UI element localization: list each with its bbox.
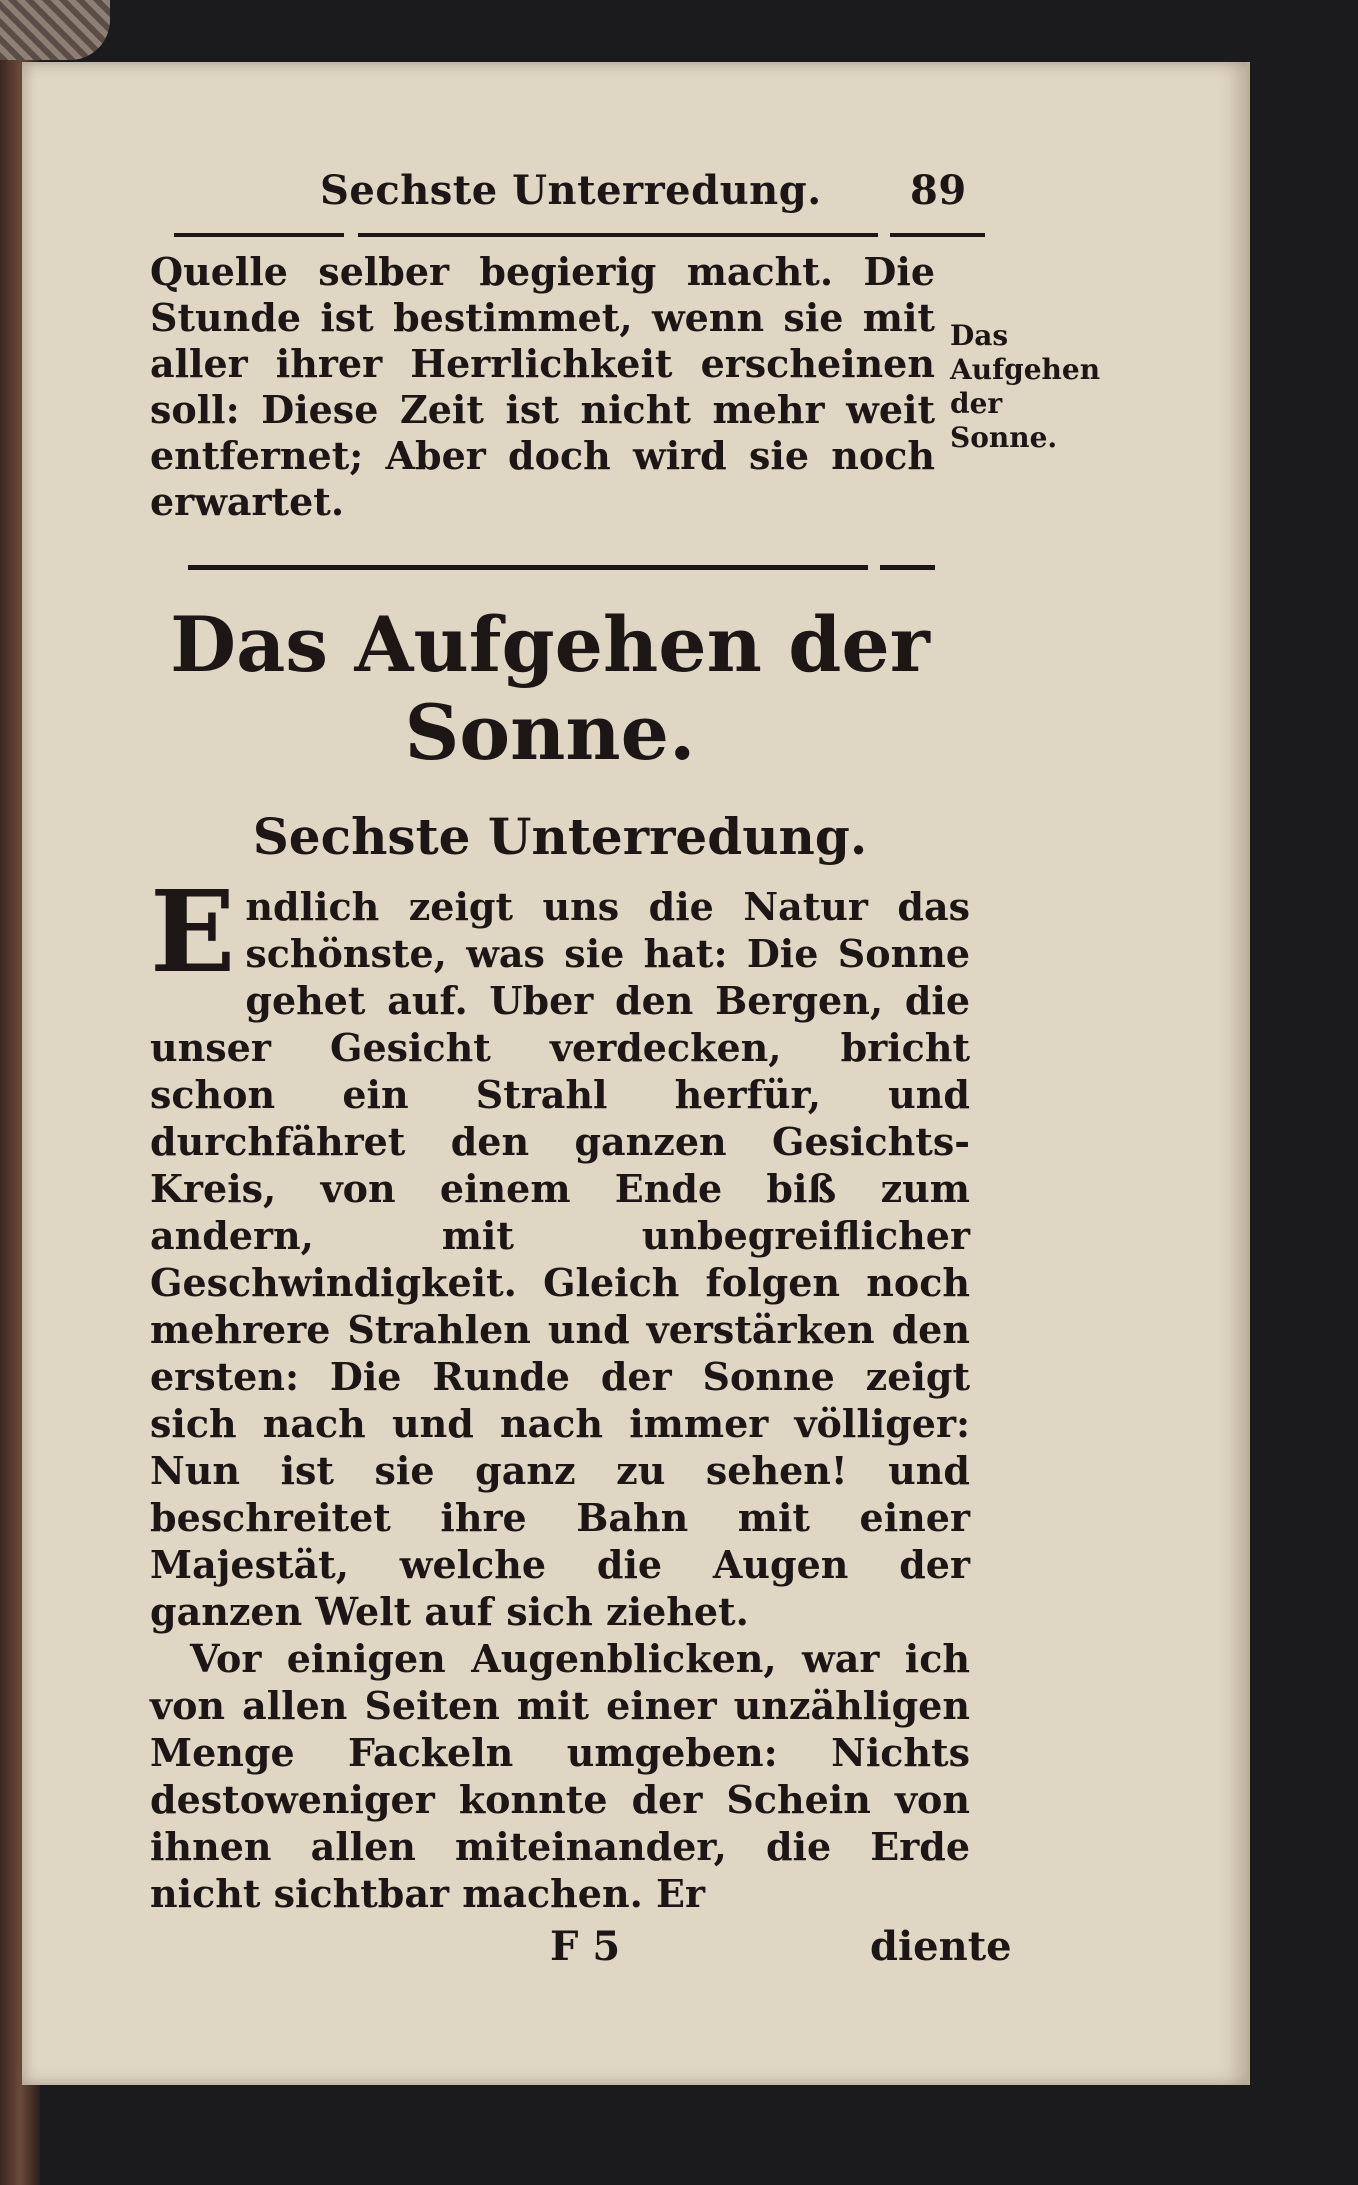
catchword: diente [870,1923,1012,1970]
signature-mark: F 5 [550,1923,621,1970]
chapter-title-line2: Sonne. [404,688,696,777]
margin-note: Das Aufgehen der Sonne. [950,319,1101,454]
binding-cord [0,0,110,60]
page-footer [150,1923,1012,1973]
header-rule [150,233,970,237]
chapter-subtitle: Sechste Unterredung. [252,807,868,866]
paragraph-1 [150,867,970,1635]
chapter-title-line1: Das Aufgehen der [170,600,930,689]
book-page [22,62,1250,2085]
paragraph-2: Vor einigen Augenblicken, war ich von allen Seiten mit einer unzähligen Menge Fackeln umgeben: Nichts destoweniger konnte der Schein von ihnen allen miteinander, die Erde nicht sichtbar machen. Er [150,1636,970,1916]
running-head [150,167,970,225]
section-rule [150,565,970,571]
drop-cap: E [150,867,236,998]
running-title: Sechste Unterredung. [320,167,822,214]
top-paragraph: Quelle selber begierig macht. Die Stunde ist bestimmet, wenn sie mit aller ihrer Herrlichkeit erscheinen soll: Diese Zeit ist nicht mehr weit entfernet; Aber doch wird sie noch erwartet. [150,249,935,524]
chapter-title [130,601,970,777]
paragraph-1-text: ndlich zeigt uns die Natur das schönste, was sie hat: Die Sonne gehet auf. Uber den Bergen, die unser Gesicht verdecken, bricht schon ein Strahl herfür, und durchfähret den ganzen Gesichts-Kreis, von einem Ende biß zum andern, mit unbegreiflicher Geschwindigkeit. Gleich folgen noch mehrere Strahlen und verstärken den ersten: Die Runde der Sonne zeigt sich nach und nach immer völliger: Nun ist sie ganz zu sehen! und beschreitet ihre Bahn mit einer Majestät, welche die Augen der ganzen Welt auf sich ziehet. [150,884,970,1634]
page-number: 89 [910,167,967,214]
body-text [150,867,970,1917]
page-content [150,167,1101,1973]
